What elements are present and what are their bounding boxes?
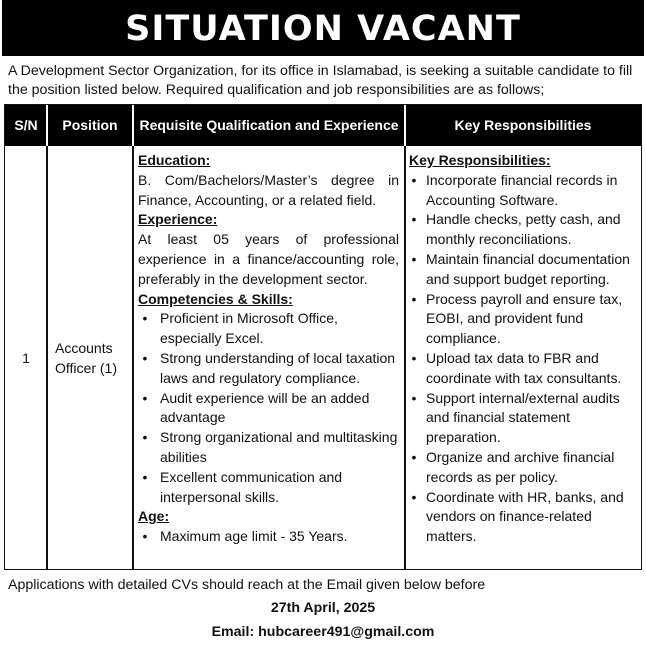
intro-text: A Development Sector Organization, for its office in Islamabad, is seeking a suitable candidate to fill the position listed below. Required qualification and job responsibilities are as follows; — [8, 63, 633, 98]
bullet-icon: • — [142, 349, 148, 366]
list-item — [409, 488, 641, 547]
list-item — [138, 527, 405, 547]
header-divider — [404, 105, 406, 146]
contact-email: Email: hubcareer491@gmail.com — [211, 624, 435, 640]
application-note: Applications with detailed CVs should reach at the Email given below before — [8, 577, 486, 593]
skill-text: Proficient in Microsoft Office, especially Excel. — [160, 310, 338, 347]
header-divider — [46, 105, 48, 146]
cell-position: Accounts Officer (1) — [55, 339, 117, 376]
list-item — [409, 171, 641, 211]
list-item — [409, 290, 641, 349]
cell-qualification — [133, 146, 405, 569]
list-item — [409, 349, 641, 389]
table-header — [5, 105, 641, 146]
list-item — [138, 389, 405, 429]
bullet-icon: • — [411, 290, 417, 307]
bullet-icon: • — [411, 448, 417, 465]
responsibility-text: Organize and archive financial records as per policy. — [426, 448, 615, 485]
header-divider — [132, 105, 134, 146]
list-item — [409, 448, 641, 488]
header-position: Position — [62, 117, 118, 133]
responsibility-text: Upload tax data to FBR and coordinate with tax consultants. — [426, 349, 622, 386]
deadline-date: 27th April, 2025 — [270, 600, 376, 616]
responsibility-text: Support internal/external audits and financial statement preparation. — [426, 389, 620, 446]
skill-text: Audit experience will be an added advantage — [160, 389, 370, 426]
education-text: B. Com/Bachelors/Master’s degree in Finance, Accounting, or a related field. — [138, 171, 399, 208]
age-heading: Age: — [138, 508, 170, 525]
list-item — [409, 389, 641, 448]
bullet-icon: • — [142, 468, 148, 485]
list-item — [138, 468, 405, 508]
experience-heading: Experience: — [138, 211, 218, 228]
page-title: SITUATION VACANT — [2, 0, 644, 56]
age-list — [138, 527, 405, 547]
skill-text: Strong understanding of local taxation laws and regulatory compliance. — [160, 349, 396, 386]
bullet-icon: • — [411, 389, 417, 406]
bullet-icon: • — [411, 211, 417, 228]
bullet-icon: • — [142, 389, 148, 406]
header-responsibilities: Key Responsibilities — [454, 117, 592, 133]
vacancy-table — [4, 104, 642, 570]
skill-text: Strong organizational and multitasking abilities — [160, 429, 398, 465]
bullet-icon: • — [411, 250, 417, 267]
responsibilities-list — [409, 171, 641, 547]
header-sn: S/N — [14, 117, 38, 133]
bullet-icon: • — [142, 528, 148, 545]
list-item — [409, 250, 641, 290]
responsibility-text: Coordinate with HR, banks, and vendors on finance-related matters. — [426, 488, 624, 545]
bullet-icon: • — [411, 349, 417, 366]
list-item — [138, 309, 405, 349]
cell-responsibilities — [405, 146, 641, 569]
header-qualification: Requisite Qualification and Experience — [139, 117, 399, 133]
bullet-icon: • — [142, 429, 148, 446]
skills-list — [138, 309, 405, 507]
skill-text: Excellent communication and interpersonal skills. — [160, 468, 343, 505]
skills-heading: Competencies & Skills: — [138, 290, 293, 307]
bullet-icon: • — [411, 488, 417, 505]
responsibility-text: Incorporate financial records in Accounting Software. — [426, 171, 618, 208]
list-item — [409, 210, 641, 250]
bullet-icon: • — [411, 171, 417, 188]
list-item — [138, 428, 405, 468]
responsibility-text: Handle checks, petty cash, and monthly reconciliations. — [426, 211, 621, 248]
experience-text: At least 05 years of professional experience in a finance/accounting role, preferably in the development sector. — [138, 231, 399, 287]
responsibility-text: Process payroll and ensure tax, EOBI, and provident fund compliance. — [426, 290, 623, 347]
education-heading: Education: — [138, 152, 211, 168]
responsibility-text: Maintain financial documentation and support budget reporting. — [426, 250, 630, 287]
bullet-icon: • — [142, 310, 148, 327]
age-text: Maximum age limit - 35 Years. — [160, 528, 348, 545]
cell-sn: 1 — [22, 349, 30, 366]
list-item — [138, 349, 405, 389]
responsibilities-heading: Key Responsibilities: — [409, 152, 551, 168]
